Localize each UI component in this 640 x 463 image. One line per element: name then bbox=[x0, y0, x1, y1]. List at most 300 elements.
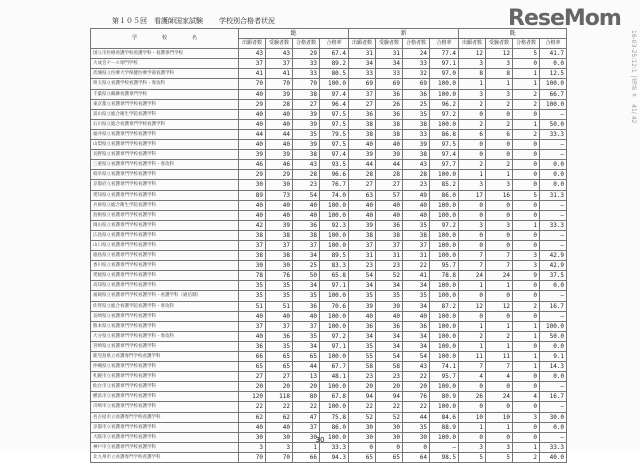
value-cell: 33.3 bbox=[540, 129, 567, 139]
value-cell: 70 bbox=[239, 79, 266, 89]
value-cell: 89 bbox=[239, 190, 266, 200]
value-cell: 23 bbox=[376, 372, 403, 382]
school-name-cell: 大成会ナース専門学校 bbox=[91, 59, 239, 69]
school-name-cell: 沖縄県立看護専門学校看護学科 bbox=[91, 362, 239, 372]
value-cell: 0 bbox=[459, 200, 486, 210]
school-name-cell: 仙台市立看護専門学校看護学科 bbox=[91, 382, 239, 392]
value-cell: 34 bbox=[376, 281, 403, 291]
value-cell: 77.4 bbox=[430, 49, 459, 59]
value-cell: 100.0 bbox=[430, 119, 459, 129]
value-cell: 37 bbox=[239, 240, 266, 250]
value-cell: 100.0 bbox=[320, 230, 349, 240]
value-cell: 100.0 bbox=[540, 321, 567, 331]
sub-header-cell: 合格率 bbox=[540, 39, 567, 49]
school-name-cell: 鹿児島県立看護専門学校看護学科 bbox=[91, 352, 239, 362]
value-cell: 35 bbox=[239, 291, 266, 301]
value-cell: 37 bbox=[266, 240, 293, 250]
value-cell: 67.7 bbox=[320, 362, 349, 372]
value-cell: 100.0 bbox=[320, 382, 349, 392]
school-name-cell: 福岡県立看護専門学校看護学科・看護学科（通信制） bbox=[91, 291, 239, 301]
value-cell: 100.0 bbox=[320, 200, 349, 210]
value-cell: 0 bbox=[459, 402, 486, 412]
sub-header-cell: 受験者数 bbox=[376, 39, 403, 49]
value-cell: 39 bbox=[266, 220, 293, 230]
value-cell: 40 bbox=[349, 140, 376, 150]
value-cell: 38 bbox=[239, 251, 266, 261]
value-cell: 0.0 bbox=[540, 422, 567, 432]
value-cell: 100.0 bbox=[430, 170, 459, 180]
value-cell: 40 bbox=[266, 311, 293, 321]
value-cell: 97.1 bbox=[430, 59, 459, 69]
value-cell: 100.0 bbox=[430, 240, 459, 250]
value-cell: 22 bbox=[403, 372, 430, 382]
page-number: 30 bbox=[315, 436, 325, 444]
value-cell: 34 bbox=[349, 331, 376, 341]
value-cell: 0 bbox=[459, 311, 486, 321]
value-cell: 38 bbox=[349, 129, 376, 139]
table-row bbox=[91, 452, 567, 462]
value-cell: 9 bbox=[513, 271, 540, 281]
value-cell: 2 bbox=[459, 160, 486, 170]
value-cell: 31 bbox=[403, 251, 430, 261]
value-cell: 40 bbox=[376, 210, 403, 220]
value-cell: 51 bbox=[266, 301, 293, 311]
value-cell: 40 bbox=[239, 200, 266, 210]
value-cell: 50 bbox=[293, 271, 320, 281]
value-cell: 84.6 bbox=[430, 412, 459, 422]
table-row bbox=[91, 119, 567, 129]
value-cell: 3 bbox=[459, 220, 486, 230]
school-name-cell: 愛媛県立看護専門学校看護学科 bbox=[91, 271, 239, 281]
value-cell: 39 bbox=[293, 119, 320, 129]
value-cell: 5 bbox=[486, 452, 513, 462]
value-cell: 34 bbox=[376, 331, 403, 341]
value-cell: 38 bbox=[376, 119, 403, 129]
value-cell: 33 bbox=[293, 59, 320, 69]
value-cell: 35 bbox=[403, 220, 430, 230]
value-cell: 66 bbox=[239, 352, 266, 362]
sub-header-cell: 受験者数 bbox=[266, 39, 293, 49]
value-cell: 40 bbox=[239, 109, 266, 119]
value-cell: 2 bbox=[486, 99, 513, 109]
value-cell: 8 bbox=[459, 69, 486, 79]
table-row bbox=[91, 180, 567, 190]
value-cell: 29 bbox=[239, 170, 266, 180]
school-name-cell: 横浜市立看護専門学校看護学科 bbox=[91, 392, 239, 402]
value-cell: 0 bbox=[486, 210, 513, 220]
value-cell: 7 bbox=[486, 362, 513, 372]
value-cell: 37 bbox=[239, 321, 266, 331]
value-cell: 65 bbox=[266, 362, 293, 372]
value-cell: 30 bbox=[239, 180, 266, 190]
value-cell: 22 bbox=[403, 402, 430, 412]
value-cell: 0 bbox=[513, 372, 540, 382]
school-name-cell: 北九州市立看護専門学校看護学科 bbox=[91, 452, 239, 462]
value-cell: 7 bbox=[459, 261, 486, 271]
value-cell: 37 bbox=[349, 89, 376, 99]
value-cell: — bbox=[540, 240, 567, 250]
value-cell: 69 bbox=[349, 79, 376, 89]
value-cell: 80.5 bbox=[320, 69, 349, 79]
value-cell: 29 bbox=[293, 49, 320, 59]
value-cell: 3 bbox=[486, 442, 513, 452]
fax-header-text: 16-03-25;12:1 │電話 ＃ 41/ 42 bbox=[630, 30, 637, 124]
value-cell: 95.7 bbox=[430, 261, 459, 271]
value-cell: 39 bbox=[376, 150, 403, 160]
value-cell: 0 bbox=[486, 402, 513, 412]
value-cell: 65 bbox=[349, 452, 376, 462]
value-cell: 70 bbox=[293, 79, 320, 89]
value-cell: 54 bbox=[293, 190, 320, 200]
value-cell: 0 bbox=[513, 402, 540, 412]
value-cell: 40 bbox=[376, 200, 403, 210]
group-header-total: 総 bbox=[239, 29, 349, 39]
table-row bbox=[91, 230, 567, 240]
results-table bbox=[90, 28, 567, 463]
table-row bbox=[91, 59, 567, 69]
value-cell: 0 bbox=[486, 140, 513, 150]
value-cell: 33 bbox=[376, 69, 403, 79]
value-cell: 37 bbox=[266, 321, 293, 331]
value-cell: 100.0 bbox=[540, 79, 567, 89]
value-cell: 25 bbox=[293, 261, 320, 271]
value-cell: 17 bbox=[459, 190, 486, 200]
table-row bbox=[91, 220, 567, 230]
value-cell: 97.1 bbox=[320, 281, 349, 291]
value-cell: 16.7 bbox=[540, 301, 567, 311]
school-name-cell: 長野県立看護専門学校看護学科 bbox=[91, 150, 239, 160]
school-name-cell: 茨城県立医療大学保健医療学部看護学科 bbox=[91, 69, 239, 79]
value-cell: 24 bbox=[486, 271, 513, 281]
value-cell: 4 bbox=[486, 372, 513, 382]
school-name-cell: 愛知県立看護専門学校看護学科 bbox=[91, 190, 239, 200]
value-cell: 40 bbox=[293, 210, 320, 220]
value-cell: 40 bbox=[403, 210, 430, 220]
value-cell: 23 bbox=[403, 180, 430, 190]
value-cell: 100.0 bbox=[320, 79, 349, 89]
value-cell: 24 bbox=[486, 392, 513, 402]
value-cell: 97.5 bbox=[320, 109, 349, 119]
value-cell: — bbox=[540, 291, 567, 301]
value-cell: 40 bbox=[239, 210, 266, 220]
value-cell: 22 bbox=[266, 402, 293, 412]
value-cell: 65 bbox=[239, 362, 266, 372]
table-row bbox=[91, 79, 567, 89]
value-cell: 3 bbox=[513, 412, 540, 422]
value-cell: 38 bbox=[403, 150, 430, 160]
value-cell: 34 bbox=[376, 341, 403, 351]
value-cell: 3 bbox=[486, 89, 513, 99]
value-cell: 35 bbox=[266, 291, 293, 301]
value-cell: 10 bbox=[486, 412, 513, 422]
value-cell: 36 bbox=[293, 220, 320, 230]
value-cell: 0 bbox=[513, 59, 540, 69]
value-cell: 100.0 bbox=[430, 200, 459, 210]
value-cell: 3 bbox=[486, 220, 513, 230]
table-row bbox=[91, 372, 567, 382]
value-cell: 58 bbox=[349, 362, 376, 372]
value-cell: — bbox=[540, 311, 567, 321]
value-cell: 44 bbox=[239, 129, 266, 139]
value-cell: 38 bbox=[403, 230, 430, 240]
value-cell: 86.0 bbox=[320, 422, 349, 432]
school-name-cell: 千葉県立鶴舞看護専門学校 bbox=[91, 89, 239, 99]
value-cell: 38 bbox=[293, 89, 320, 99]
value-cell: 1 bbox=[459, 321, 486, 331]
value-cell: 100.0 bbox=[430, 230, 459, 240]
school-name-cell: 島根県立看護専門学校看護学科 bbox=[91, 210, 239, 220]
value-cell: 40 bbox=[266, 200, 293, 210]
value-cell: 65.8 bbox=[320, 271, 349, 281]
value-cell: 36 bbox=[266, 331, 293, 341]
value-cell: 97.1 bbox=[320, 341, 349, 351]
value-cell: 2 bbox=[459, 119, 486, 129]
value-cell: 1 bbox=[513, 331, 540, 341]
table-row bbox=[91, 362, 567, 372]
value-cell: 26 bbox=[459, 392, 486, 402]
value-cell: 41 bbox=[266, 69, 293, 79]
value-cell: 31.3 bbox=[540, 190, 567, 200]
value-cell: 35 bbox=[293, 331, 320, 341]
value-cell: 0 bbox=[513, 160, 540, 170]
value-cell: 27 bbox=[349, 180, 376, 190]
table-row bbox=[91, 352, 567, 362]
table-row bbox=[91, 129, 567, 139]
value-cell: 23 bbox=[349, 261, 376, 271]
value-cell: 97.2 bbox=[430, 220, 459, 230]
school-name-cell: 山口県立看護専門学校看護学科 bbox=[91, 240, 239, 250]
value-cell: 97.7 bbox=[430, 160, 459, 170]
table-row bbox=[91, 301, 567, 311]
value-cell: 97.4 bbox=[320, 89, 349, 99]
value-cell: 52 bbox=[376, 412, 403, 422]
value-cell: 39 bbox=[266, 89, 293, 99]
value-cell: 3 bbox=[486, 59, 513, 69]
value-cell: 30 bbox=[266, 432, 293, 442]
value-cell: 35 bbox=[266, 281, 293, 291]
value-cell: 47 bbox=[293, 412, 320, 422]
value-cell: 35 bbox=[376, 291, 403, 301]
value-cell: 1 bbox=[459, 79, 486, 89]
value-cell: 3 bbox=[513, 261, 540, 271]
school-name-cell: 埼玉県立看護学校看護学科・専攻科 bbox=[91, 79, 239, 89]
value-cell: 6 bbox=[459, 129, 486, 139]
value-cell: 100.0 bbox=[430, 251, 459, 261]
value-cell: 43 bbox=[239, 49, 266, 59]
value-cell: 42.9 bbox=[540, 261, 567, 271]
school-name-cell: 長崎県立看護専門学校看護学科 bbox=[91, 311, 239, 321]
value-cell: 2 bbox=[486, 331, 513, 341]
value-cell: 31 bbox=[349, 251, 376, 261]
value-cell: 23 bbox=[349, 372, 376, 382]
value-cell: 2 bbox=[513, 452, 540, 462]
value-cell: 62 bbox=[266, 412, 293, 422]
value-cell: 100.0 bbox=[320, 432, 349, 442]
value-cell: — bbox=[540, 402, 567, 412]
value-cell: 33 bbox=[403, 129, 430, 139]
value-cell: 1 bbox=[513, 321, 540, 331]
value-cell: 64 bbox=[403, 452, 430, 462]
value-cell: 100.0 bbox=[430, 321, 459, 331]
value-cell: 12 bbox=[486, 301, 513, 311]
value-cell: 97.4 bbox=[430, 150, 459, 160]
value-cell: 30 bbox=[266, 180, 293, 190]
value-cell: 86.0 bbox=[430, 190, 459, 200]
value-cell: 39 bbox=[349, 150, 376, 160]
value-cell: 0 bbox=[513, 281, 540, 291]
value-cell: 40 bbox=[349, 311, 376, 321]
value-cell: 34 bbox=[293, 251, 320, 261]
value-cell: 43 bbox=[403, 362, 430, 372]
table-row bbox=[91, 291, 567, 301]
value-cell: 1 bbox=[486, 321, 513, 331]
value-cell: 27 bbox=[266, 372, 293, 382]
value-cell: 34 bbox=[403, 341, 430, 351]
table-row bbox=[91, 402, 567, 412]
value-cell: 4 bbox=[513, 392, 540, 402]
value-cell: — bbox=[540, 140, 567, 150]
value-cell: 1 bbox=[486, 170, 513, 180]
value-cell: 3 bbox=[459, 89, 486, 99]
value-cell: — bbox=[540, 200, 567, 210]
value-cell: 40 bbox=[266, 140, 293, 150]
value-cell: 20 bbox=[239, 382, 266, 392]
table-row bbox=[91, 49, 567, 59]
value-cell: 37 bbox=[376, 240, 403, 250]
value-cell: 0 bbox=[513, 240, 540, 250]
value-cell: 52 bbox=[349, 412, 376, 422]
value-cell: 22 bbox=[293, 402, 320, 412]
value-cell: 39 bbox=[403, 140, 430, 150]
value-cell: 0 bbox=[459, 240, 486, 250]
value-cell: 0.0 bbox=[540, 180, 567, 190]
value-cell: 38 bbox=[293, 230, 320, 240]
value-cell: 0 bbox=[376, 442, 403, 452]
value-cell: 95.7 bbox=[430, 372, 459, 382]
value-cell: 37.5 bbox=[540, 271, 567, 281]
value-cell: 0 bbox=[513, 170, 540, 180]
value-cell: 13 bbox=[293, 372, 320, 382]
value-cell: 36 bbox=[403, 321, 430, 331]
value-cell: 39 bbox=[239, 150, 266, 160]
value-cell: 20 bbox=[266, 382, 293, 392]
value-cell: 22 bbox=[349, 402, 376, 412]
value-cell: 0 bbox=[403, 442, 430, 452]
value-cell: 30 bbox=[239, 261, 266, 271]
value-cell: 2 bbox=[513, 301, 540, 311]
value-cell: 96.4 bbox=[320, 99, 349, 109]
value-cell: 94 bbox=[376, 392, 403, 402]
value-cell: 3 bbox=[513, 251, 540, 261]
school-name-cell: 広島県立看護専門学校看護学科 bbox=[91, 230, 239, 240]
resemom-logo: ReseMom bbox=[508, 6, 621, 31]
table-row bbox=[91, 412, 567, 422]
value-cell: 0 bbox=[486, 150, 513, 160]
value-cell: 40 bbox=[266, 109, 293, 119]
value-cell: 97.4 bbox=[320, 150, 349, 160]
school-name-cell: 香川県立看護専門学校看護学科 bbox=[91, 261, 239, 271]
value-cell: 40 bbox=[239, 119, 266, 129]
value-cell: 39 bbox=[293, 109, 320, 119]
value-cell: 0 bbox=[486, 291, 513, 301]
value-cell: 40 bbox=[239, 311, 266, 321]
value-cell: 0 bbox=[459, 210, 486, 220]
value-cell: 96.2 bbox=[430, 99, 459, 109]
value-cell: 40 bbox=[403, 200, 430, 210]
value-cell: 1 bbox=[293, 442, 320, 452]
school-name-cell: 岐阜県立看護専門学校看護学科 bbox=[91, 170, 239, 180]
value-cell: 1 bbox=[513, 119, 540, 129]
sub-header-cell: 合格者数 bbox=[513, 39, 540, 49]
value-cell: 0 bbox=[513, 382, 540, 392]
value-cell: 1 bbox=[486, 341, 513, 351]
value-cell: 40 bbox=[239, 140, 266, 150]
value-cell: 65 bbox=[266, 352, 293, 362]
value-cell: 33.3 bbox=[540, 220, 567, 230]
value-cell: 0.0 bbox=[540, 160, 567, 170]
value-cell: 1 bbox=[459, 281, 486, 291]
school-name-cell: 名古屋市立看護専門学校看護学科 bbox=[91, 412, 239, 422]
school-name-cell: 佐賀県立総合看護学院看護学科・専攻科 bbox=[91, 301, 239, 311]
value-cell: 0 bbox=[513, 200, 540, 210]
value-cell: 100.0 bbox=[320, 210, 349, 220]
value-cell: 38 bbox=[376, 230, 403, 240]
value-cell: 28 bbox=[376, 170, 403, 180]
value-cell: 49 bbox=[403, 190, 430, 200]
value-cell: 7 bbox=[459, 251, 486, 261]
value-cell: 36 bbox=[376, 321, 403, 331]
value-cell: 34 bbox=[403, 331, 430, 341]
value-cell: 70 bbox=[239, 452, 266, 462]
value-cell: 38 bbox=[266, 230, 293, 240]
table-row bbox=[91, 422, 567, 432]
value-cell: 38 bbox=[349, 230, 376, 240]
value-cell: 40 bbox=[239, 422, 266, 432]
value-cell: 97.2 bbox=[430, 109, 459, 119]
value-cell: 44 bbox=[349, 160, 376, 170]
value-cell: 30 bbox=[349, 422, 376, 432]
value-cell: 28 bbox=[293, 170, 320, 180]
value-cell: 4 bbox=[459, 372, 486, 382]
value-cell: 89.5 bbox=[320, 251, 349, 261]
value-cell: 38 bbox=[403, 119, 430, 129]
value-cell: 0.0 bbox=[540, 59, 567, 69]
school-name-cell: 山梨県立看護専門学校看護学科 bbox=[91, 140, 239, 150]
value-cell: — bbox=[540, 150, 567, 160]
value-cell: 2 bbox=[459, 99, 486, 109]
value-cell: 57 bbox=[376, 190, 403, 200]
school-name-cell: 兵庫県立総合衛生学院看護学科 bbox=[91, 200, 239, 210]
table-body bbox=[91, 49, 567, 463]
value-cell: 41 bbox=[239, 69, 266, 79]
school-name-cell: 徳島県立看護専門学校看護学科 bbox=[91, 251, 239, 261]
value-cell: 30 bbox=[376, 422, 403, 432]
table-row bbox=[91, 210, 567, 220]
value-cell: 37 bbox=[293, 321, 320, 331]
value-cell: 36 bbox=[239, 341, 266, 351]
value-cell: 74.0 bbox=[320, 190, 349, 200]
value-cell: 0 bbox=[486, 230, 513, 240]
sub-header-cell: 合格者数 bbox=[403, 39, 430, 49]
value-cell: 100.0 bbox=[320, 291, 349, 301]
value-cell: 63 bbox=[349, 190, 376, 200]
school-name-cell: 石川県立総合看護専門学校看護学科 bbox=[91, 119, 239, 129]
value-cell: 37 bbox=[293, 422, 320, 432]
value-cell: — bbox=[540, 230, 567, 240]
table-row bbox=[91, 341, 567, 351]
sub-header-cell: 出願者数 bbox=[239, 39, 266, 49]
value-cell: 100.0 bbox=[430, 281, 459, 291]
